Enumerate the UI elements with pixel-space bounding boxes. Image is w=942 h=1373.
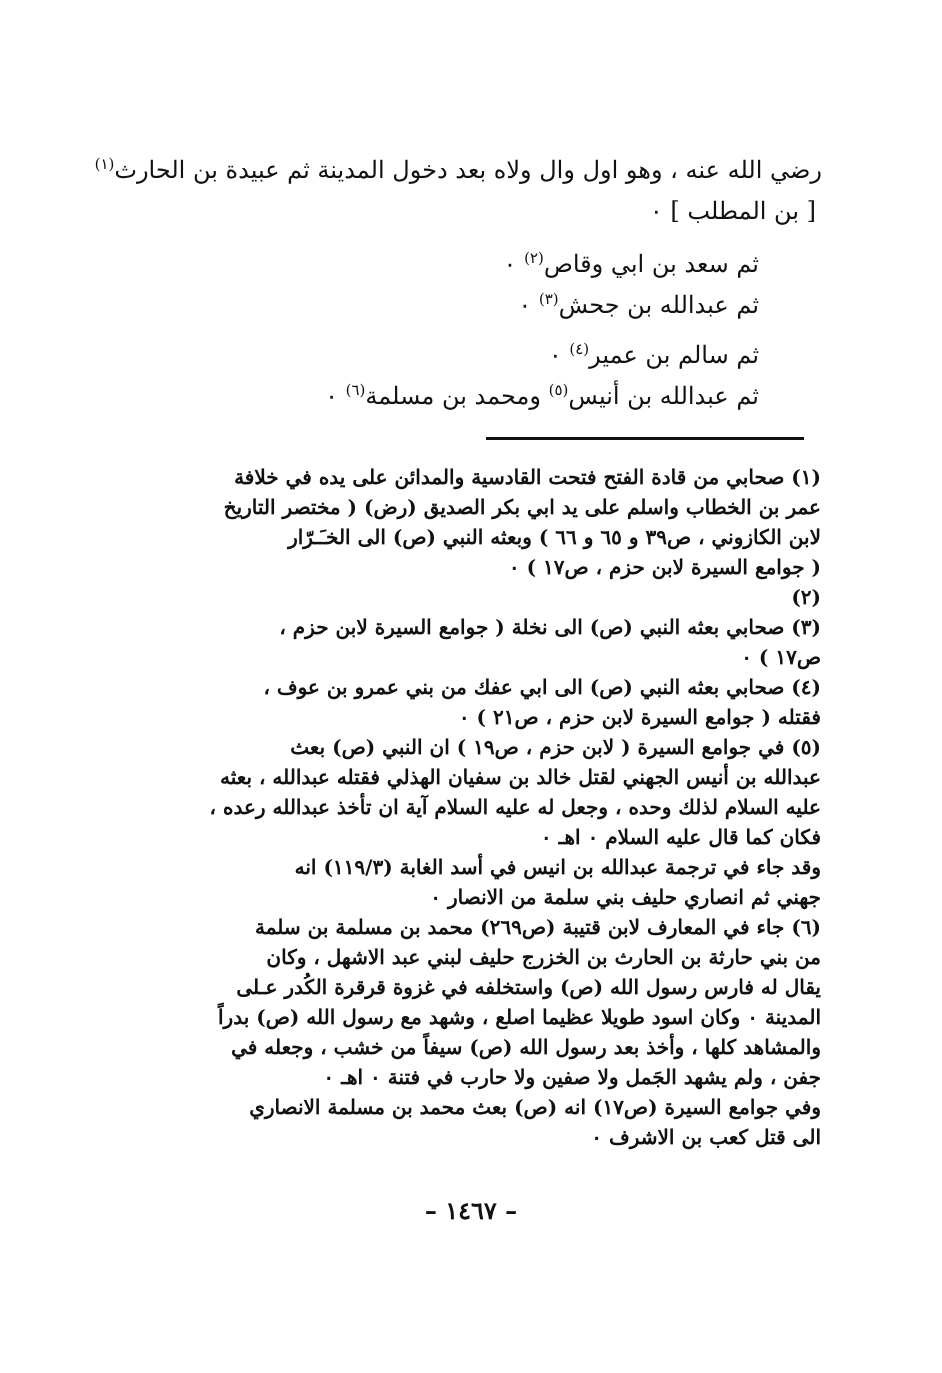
main-text-line-5-text: ثم سالم بن عمير xyxy=(589,341,759,369)
main-text-line-5-end: ٠ xyxy=(548,341,570,369)
main-text-line-1 xyxy=(95,156,822,185)
main-text-line-3-end: ٠ xyxy=(503,250,525,278)
footnote-ref-5: (٥) xyxy=(548,381,569,399)
footnote-line: (٣) صحابي بعثه النبي (ص) الى نخلة ( جوامع السيرة لابن حزم ، xyxy=(279,615,821,639)
main-text-line-2 xyxy=(650,197,816,226)
footnote-line: عمر بن الخطاب واسلم على يد ابي بكر الصديق (رض) ( مختصر التاريخ xyxy=(223,495,821,519)
main-text-line-1-text: رضي الله عنه ، وهو اول وال ولاه بعد دخول المدينة ثم عبيدة بن الحارث xyxy=(114,156,822,184)
main-text-line-4-text: ثم عبدالله بن جحش xyxy=(558,291,759,319)
footnote-separator-rule xyxy=(486,437,804,440)
main-text-line-6-end: ٠ xyxy=(325,382,346,410)
main-text-line-5 xyxy=(549,341,759,370)
footnote-line: المدينة ٠ وكان اسود طويلا عظيما اصلع ، وشهد مع رسول الله (ص) بدراً xyxy=(217,1005,821,1029)
footnote-line: الى قتل كعب بن الاشرف ٠ xyxy=(591,1125,821,1149)
main-text-line-6 xyxy=(325,382,759,411)
footnote-line: وفي جوامع السيرة (ص١٧) انه (ص) بعث محمد بن مسلمة الانصاري xyxy=(249,1095,821,1119)
footnote-line: (٥) في جوامع السيرة ( لابن حزم ، ص١٩ ) ان النبي (ص) بعث xyxy=(290,735,821,759)
footnote-ref-4: (٤) xyxy=(569,340,590,358)
footnote-line: (٢) xyxy=(791,585,821,609)
footnote-line: فكان كما قال عليه السلام ٠ اهـ ٠ xyxy=(540,825,821,849)
footnote-line: من بني حارثة بن الحارث بن الخزرج حليف لبني عبد الاشهل ، وكان xyxy=(266,945,821,969)
footnote-line: جفن ، ولم يشهد الجَمل ولا صفين ولا حارب في فتنة ٠ اهـ ٠ xyxy=(323,1065,821,1089)
main-text-line-4-end: ٠ xyxy=(518,291,539,319)
main-text-line-6b-text: ومحمد بن مسلمة xyxy=(365,382,549,410)
main-text-line-2-text: [ بن المطلب ] ٠ xyxy=(649,197,816,225)
footnote-ref-3: (٣) xyxy=(538,290,559,308)
footnote-line: لابن الكازوني ، ص٣٩ و ٦٥ و ٦٦ ) وبعثه النبي (ص) الى الخـَـرّار xyxy=(288,525,821,549)
footnote-line: ( جوامع السيرة لابن حزم ، ص١٧ ) ٠ xyxy=(508,555,821,579)
footnote-line: عبدالله بن أنيس الجهني لقتل خالد بن سفيان الهذلي فقتله عبدالله ، بعثه xyxy=(220,765,821,789)
footnote-line: جهني ثم انصاري حليف بني سلمة من الانصار ٠ xyxy=(430,885,821,909)
footnote-line: وقد جاء في ترجمة عبدالله بن انيس في أسد الغابة (١١٩/٣) انه xyxy=(294,855,821,879)
footnote-ref-6: (٦) xyxy=(345,381,366,399)
footnote-line: عليه السلام لذلك وحده ، وجعل له عليه السلام آية ان تأخذ عبدالله رعده ، xyxy=(209,795,821,819)
main-text-line-4 xyxy=(518,291,759,320)
main-text-line-3 xyxy=(504,250,759,279)
footnote-line: والمشاهد كلها ، وأخذ بعد رسول الله (ص) سيفاً من خشب ، وجعله في xyxy=(231,1035,821,1059)
footnote-line: (١) صحابي من قادة الفتح فتحت القادسية والمدائن على يده في خلافة xyxy=(234,465,821,489)
page-number: – ١٤٦٧ – xyxy=(424,1196,518,1225)
footnote-line: (٦) جاء في المعارف لابن قتيبة (ص٢٦٩) محمد بن مسلمة بن سلمة xyxy=(254,915,821,939)
footnote-line: (٤) صحابي بعثه النبي (ص) الى ابي عفك من بني عمرو بن عوف ، xyxy=(263,675,821,699)
main-text-line-3-text: ثم سعد بن ابي وقاص xyxy=(543,250,759,278)
footnote-line: ص١٧ ) ٠ xyxy=(741,645,821,669)
footnote-ref-2: (٢) xyxy=(524,249,544,267)
footnote-line: يقال له فارس رسول الله (ص) واستخلفه في غزوة قرقرة الكُدر عـلى xyxy=(236,975,821,999)
main-text-line-6a-text: ثم عبدالله بن أنيس xyxy=(568,382,759,410)
footnote-ref-1: (١) xyxy=(94,155,115,173)
footnotes-block xyxy=(124,462,821,1152)
footnote-line: فقتله ( جوامع السيرة لابن حزم ، ص٢١ ) ٠ xyxy=(458,705,821,729)
